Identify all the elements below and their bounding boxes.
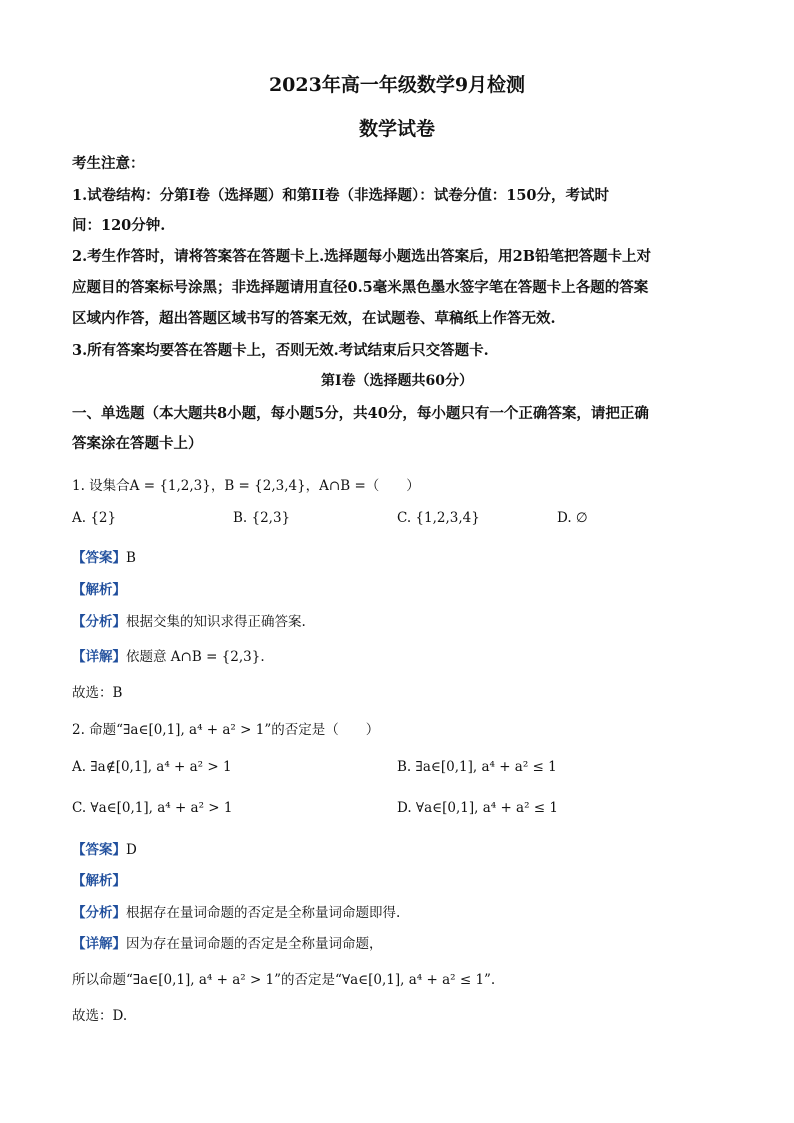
q2-xiangjie-tag: 【详解】 [72, 936, 126, 952]
q2-option-c: C. ∀a∈[0,1], a⁴ + a² > 1 [72, 800, 233, 816]
part-title: 第Ⅰ卷（选择题共60分） [320, 373, 474, 389]
notes-item3: 3.所有答案均要答在答题卡上，否则无效.考试结束后只交答题卡. [72, 342, 489, 359]
section-heading-line1: 一、单选题（本大题共8小题，每小题5分，共40分，每小题只有一个正确答案，请把正确 [72, 405, 649, 422]
q1-fenxi-tag: 【分析】 [72, 614, 126, 630]
q2-conclusion: 所以命题“∃a∈[0,1], a⁴ + a² > 1”的否定是“∀a∈[0,1], a⁴ + a² ≤ 1”. [72, 972, 496, 988]
q1-option-b: B. {2,3} [233, 510, 291, 526]
q2-fenxi [72, 901, 400, 921]
q1-choice: 故选：B [72, 685, 123, 701]
q2-stem: 2. 命题“∃a∈[0,1], a⁴ + a² > 1”的否定是（ ） [72, 722, 380, 738]
notes-item2-line3: 区域内作答，超出答题区域书写的答案无效，在试题卷、草稿纸上作答无效. [72, 310, 556, 327]
q2-answer-value: D [126, 842, 137, 858]
q2-option-b: B. ∃a∈[0,1], a⁴ + a² ≤ 1 [397, 759, 557, 775]
notes-item1-line1: 1.试卷结构：分第Ⅰ卷（选择题）和第ⅠⅠ卷（非选择题）：试卷分值：150分，考试时 [72, 187, 609, 204]
q1-answer-tag: 【答案】 [72, 550, 126, 566]
section-heading-line2: 答案涂在答题卡上） [72, 435, 203, 452]
q1-answer [72, 546, 136, 566]
q1-xiangjie-text: 依题意 A∩B = {2,3}. [126, 649, 265, 665]
q2-option-d: D. ∀a∈[0,1], a⁴ + a² ≤ 1 [397, 800, 558, 816]
q1-stem: 1. 设集合A = {1,2,3}，B = {2,3,4}，A∩B =（ ） [72, 478, 420, 494]
q2-xiangjie-text: 因为存在量词命题的否定是全称量词命题， [126, 936, 383, 952]
q2-fenxi-tag: 【分析】 [72, 905, 126, 921]
q2-answer-tag: 【答案】 [72, 842, 126, 858]
q2-analysis-tag: 【解析】 [72, 873, 126, 889]
q1-analysis [72, 578, 126, 598]
q1-option-d: D. ∅ [557, 510, 588, 526]
q2-fenxi-text: 根据存在量词命题的否定是全称量词命题即得. [126, 905, 401, 921]
q1-fenxi [72, 610, 306, 630]
q1-answer-value: B [126, 550, 136, 566]
exam-subtitle: 数学试卷 [358, 118, 435, 140]
q2-option-a: A. ∃a∉[0,1], a⁴ + a² > 1 [72, 759, 232, 775]
q1-option-c: C. {1,2,3,4} [397, 510, 480, 526]
q2-analysis [72, 869, 126, 889]
exam-title: 2023年高一年级数学9月检测 [268, 74, 526, 96]
notes-item2-line2: 应题目的答案标号涂黑；非选择题请用直径0.5毫米黑色墨水签字笔在答题卡上各题的答案 [72, 279, 649, 296]
q2-choice: 故选：D. [72, 1008, 128, 1024]
q1-fenxi-text: 根据交集的知识求得正确答案. [126, 614, 306, 630]
q2-xiangjie [72, 932, 383, 952]
q1-option-a: A. {2} [72, 510, 117, 526]
notes-item2-line1: 2.考生作答时，请将答案答在答题卡上.选择题每小题选出答案后，用2B铅笔把答题卡上对 [72, 248, 652, 265]
q1-xiangjie [72, 645, 265, 665]
notes-heading: 考生注意： [72, 155, 145, 172]
notes-item1-line2: 间：120分钟. [72, 217, 166, 234]
q1-xiangjie-tag: 【详解】 [72, 649, 126, 665]
q1-analysis-tag: 【解析】 [72, 582, 126, 598]
q2-answer [72, 838, 137, 858]
